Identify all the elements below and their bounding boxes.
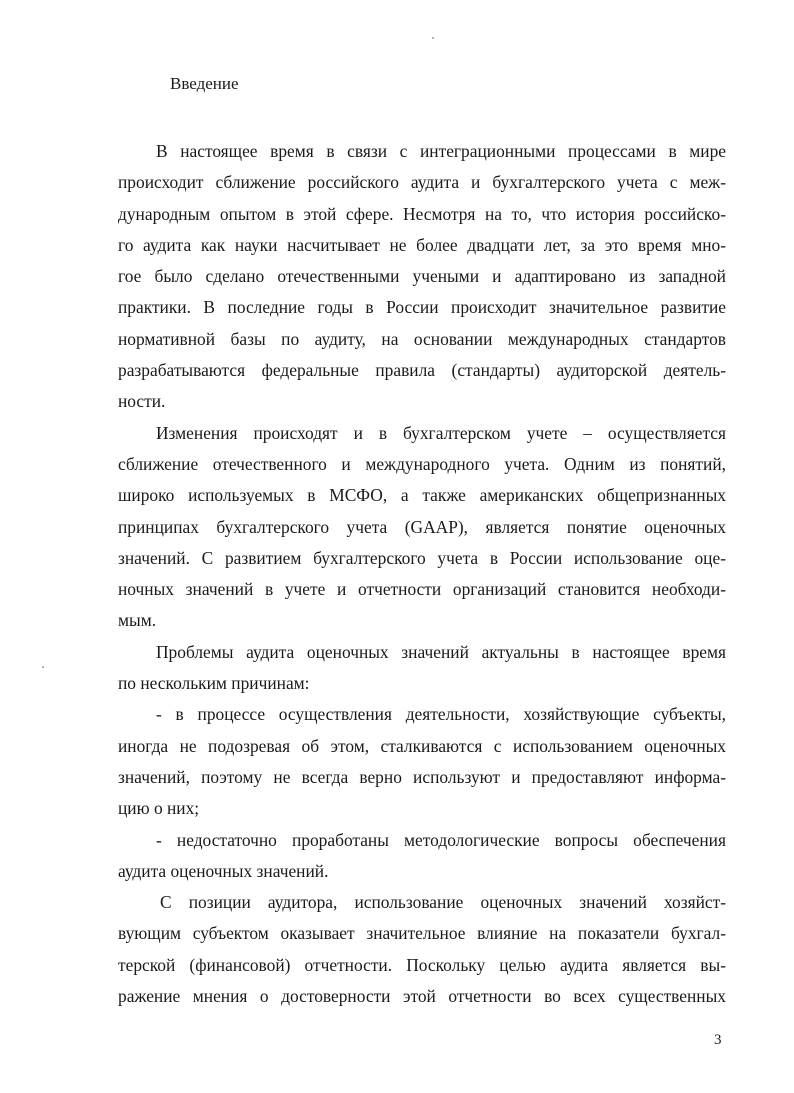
text-line: значений. С развитием бухгалтерского учета в России использование оце- [118, 547, 726, 568]
text-line: Изменения происходят и в бухгалтерском учете – осуществляется [156, 422, 726, 443]
text-line: дународным опытом в этой сфере. Несмотря на то, что история российско- [118, 203, 726, 224]
text-line: ночных значений в учете и отчетности организаций становится необходи- [118, 579, 726, 600]
text-line: С позиции аудитора, использование оценочных значений хозяйст- [160, 892, 726, 913]
text-line: цию о них; [118, 798, 200, 819]
text-line: широко используемых в МСФО, а также американских общепризнанных [118, 485, 726, 506]
scan-speck-left [42, 666, 44, 668]
body-text [118, 136, 726, 1012]
text-line: го аудита как науки насчитывает не более двадцати лет, за это время мно- [118, 234, 726, 255]
text-line: разрабатываются федеральные правила (стандарты) аудиторской деятель- [118, 360, 726, 381]
text-line: вующим субъектом оказывает значительное влияние на показатели бухгал- [118, 923, 726, 944]
text-line: ражение мнения о достоверности этой отчетности во всех существенных [118, 986, 726, 1007]
section-heading: Введение [170, 74, 239, 93]
text-line: иногда не подозревая об этом, сталкиваются с использованием оценочных [118, 735, 726, 756]
text-line: Проблемы аудита оценочных значений актуальны в настоящее время [156, 641, 726, 662]
text-line: - в процессе осуществления деятельности, хозяйствующие субъекты, [156, 704, 726, 725]
page-number: 3 [714, 1032, 722, 1048]
scan-speck-top [432, 37, 434, 39]
text-line: аудита оценочных значений. [118, 860, 329, 881]
text-line: происходит сближение российского аудита и бухгалтерского учета с меж- [118, 172, 726, 193]
text-line: по нескольким причинам: [118, 673, 310, 694]
text-line: практики. В последние годы в России происходит значительное развитие [118, 297, 726, 318]
text-line: принципах бухгалтерского учета (GAAP), является понятие оценочных [118, 516, 726, 537]
text-line: терской (финансовой) отчетности. Поскольку целью аудита является вы- [118, 954, 726, 975]
text-line: нормативной базы по аудиту, на основании международных стандартов [118, 328, 726, 349]
text-line: сближение отечественного и международного учета. Одним из понятий, [118, 453, 726, 474]
text-line: значений, поэтому не всегда верно используют и предоставляют информа- [118, 766, 726, 787]
text-line: - недостаточно проработаны методологические вопросы обеспечения [156, 829, 726, 850]
text-line: гое было сделано отечественными учеными и адаптировано из западной [118, 266, 726, 287]
text-line: В настоящее время в связи с интеграционными процессами в мире [156, 141, 726, 161]
text-line: ности. [118, 391, 166, 412]
text-line: мым. [118, 610, 157, 631]
